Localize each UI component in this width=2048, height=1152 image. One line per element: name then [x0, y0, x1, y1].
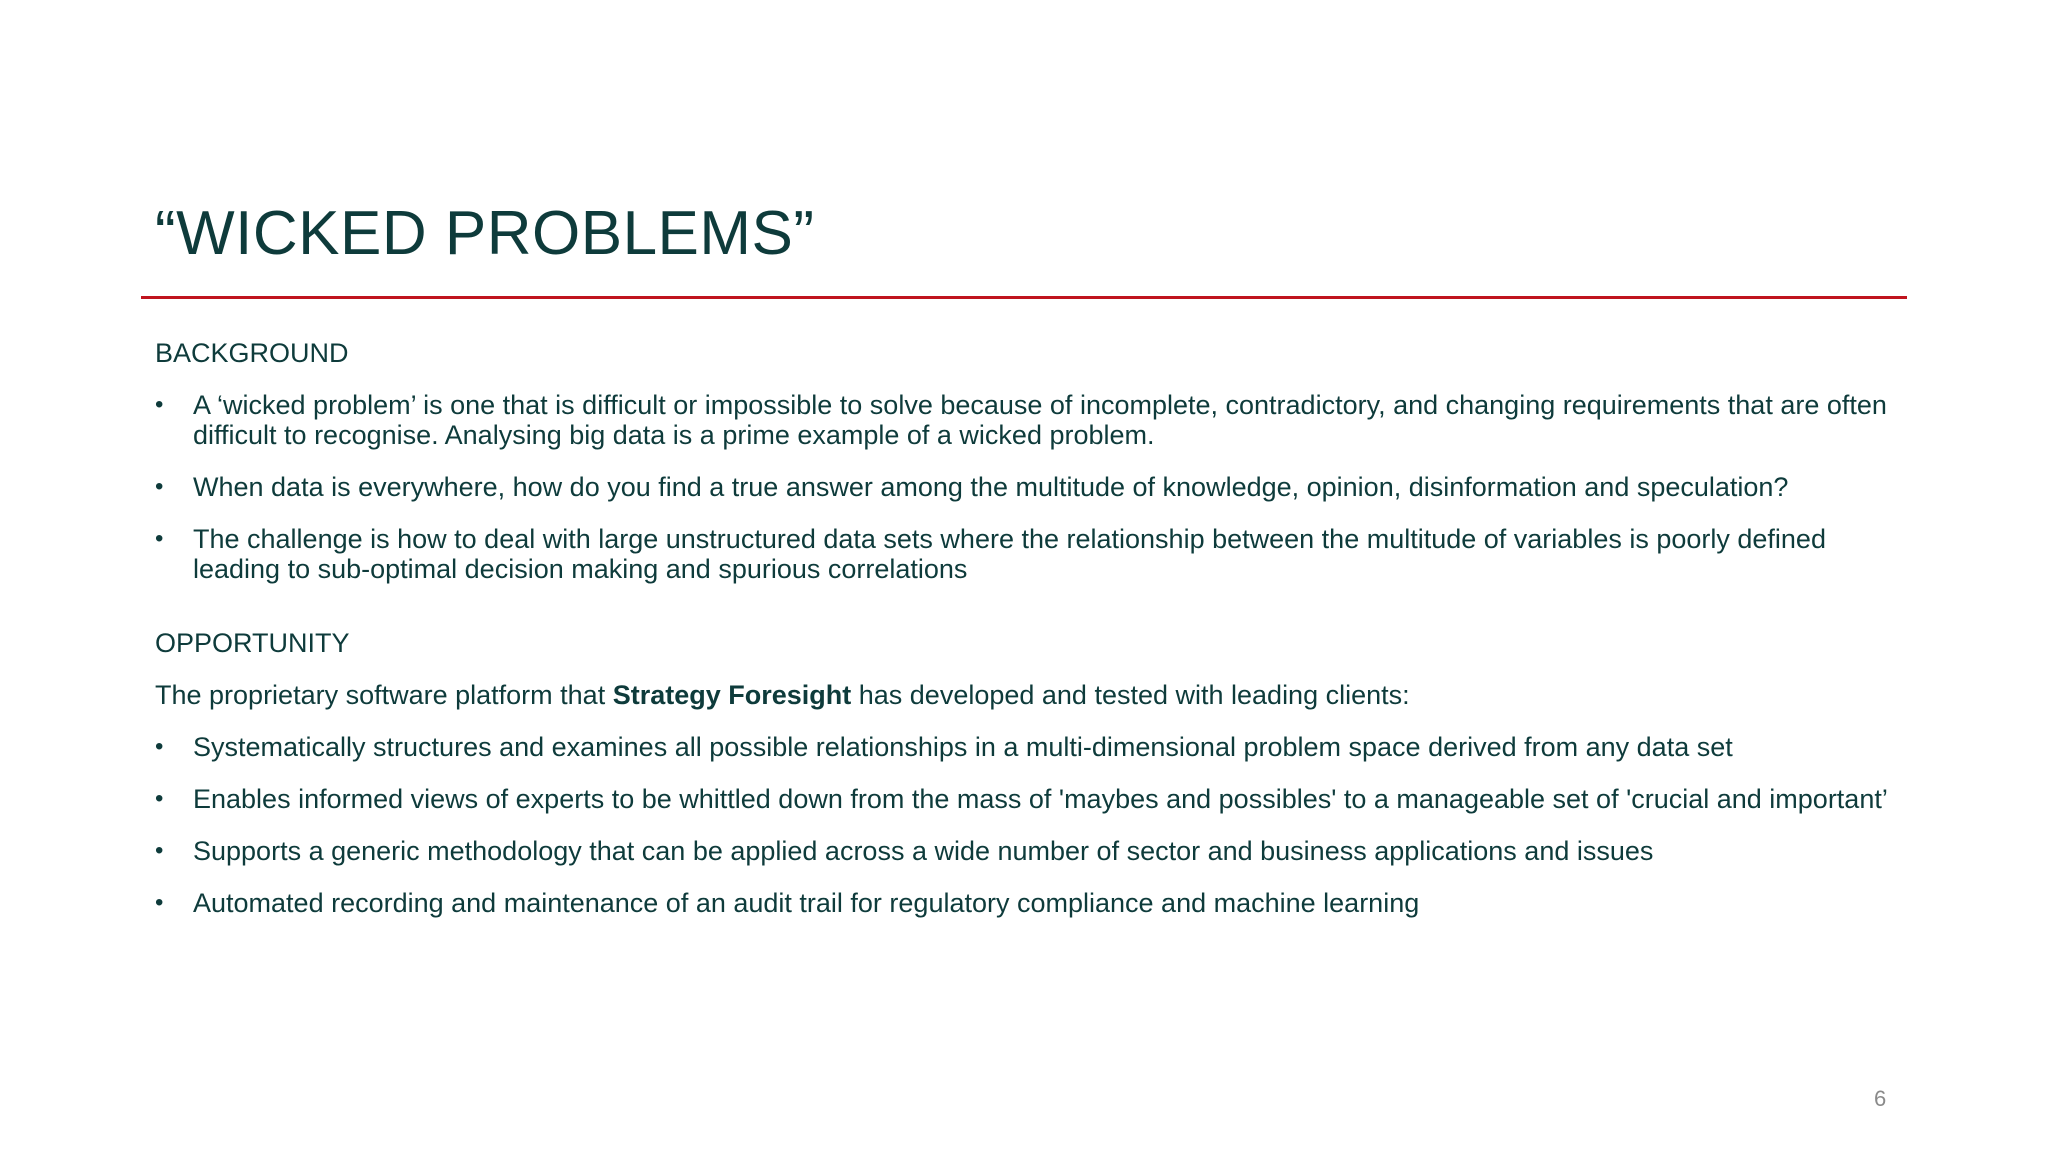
bullet-icon: •: [155, 733, 164, 760]
opportunity-bullet-list: [155, 732, 1895, 918]
list-item: [155, 836, 1895, 866]
lead-suffix: has developed and tested with leading clients:: [851, 680, 1410, 710]
bullet-text: The challenge is how to deal with large unstructured data sets where the relationship between the multitude of variables is poorly defined leading to sub-optimal decision making and spurious correlations: [193, 524, 1826, 584]
title-divider: [141, 296, 1907, 299]
bullet-icon: •: [155, 889, 164, 916]
bullet-icon: •: [155, 473, 164, 500]
opportunity-heading: OPPORTUNITY: [155, 628, 350, 658]
bullet-text: Supports a generic methodology that can be applied across a wide number of sector and business applications and issues: [193, 836, 1654, 866]
bullet-icon: •: [155, 785, 164, 812]
lead-prefix: The proprietary software platform that: [155, 680, 613, 710]
list-item: [155, 888, 1895, 918]
slide-title: “WICKED PROBLEMS”: [155, 199, 815, 268]
list-item: [155, 732, 1895, 762]
slide-body: [155, 338, 1895, 918]
opportunity-lead: [155, 680, 1895, 710]
bullet-text: When data is everywhere, how do you find a true answer among the multitude of knowledge, opinion, disinformation and speculation?: [193, 472, 1789, 502]
list-item: [155, 390, 1895, 450]
bullet-text: Automated recording and maintenance of an audit trail for regulatory compliance and machine learning: [193, 888, 1420, 918]
bullet-text: Enables informed views of experts to be whittled down from the mass of 'maybes and possibles' to a manageable set of 'crucial and important’: [193, 784, 1888, 814]
list-item: [155, 524, 1895, 584]
bullet-text: A ‘wicked problem’ is one that is difficult or impossible to solve because of incomplete, contradictory, and changing requirements that are often difficult to recognise. Analysing big data is a prime example of a wicked problem.: [193, 390, 1887, 450]
bullet-icon: •: [155, 525, 164, 552]
company-name: Strategy Foresight: [612, 680, 852, 710]
bullet-icon: •: [155, 837, 164, 864]
list-item: [155, 784, 1895, 814]
page-number: 6: [1874, 1086, 1887, 1111]
background-bullet-list: [155, 390, 1895, 584]
list-item: [155, 472, 1895, 502]
background-heading: BACKGROUND: [155, 338, 349, 368]
bullet-text: Systematically structures and examines all possible relationships in a multi-dimensional problem space derived from any data set: [193, 732, 1733, 762]
bullet-icon: •: [155, 391, 164, 418]
